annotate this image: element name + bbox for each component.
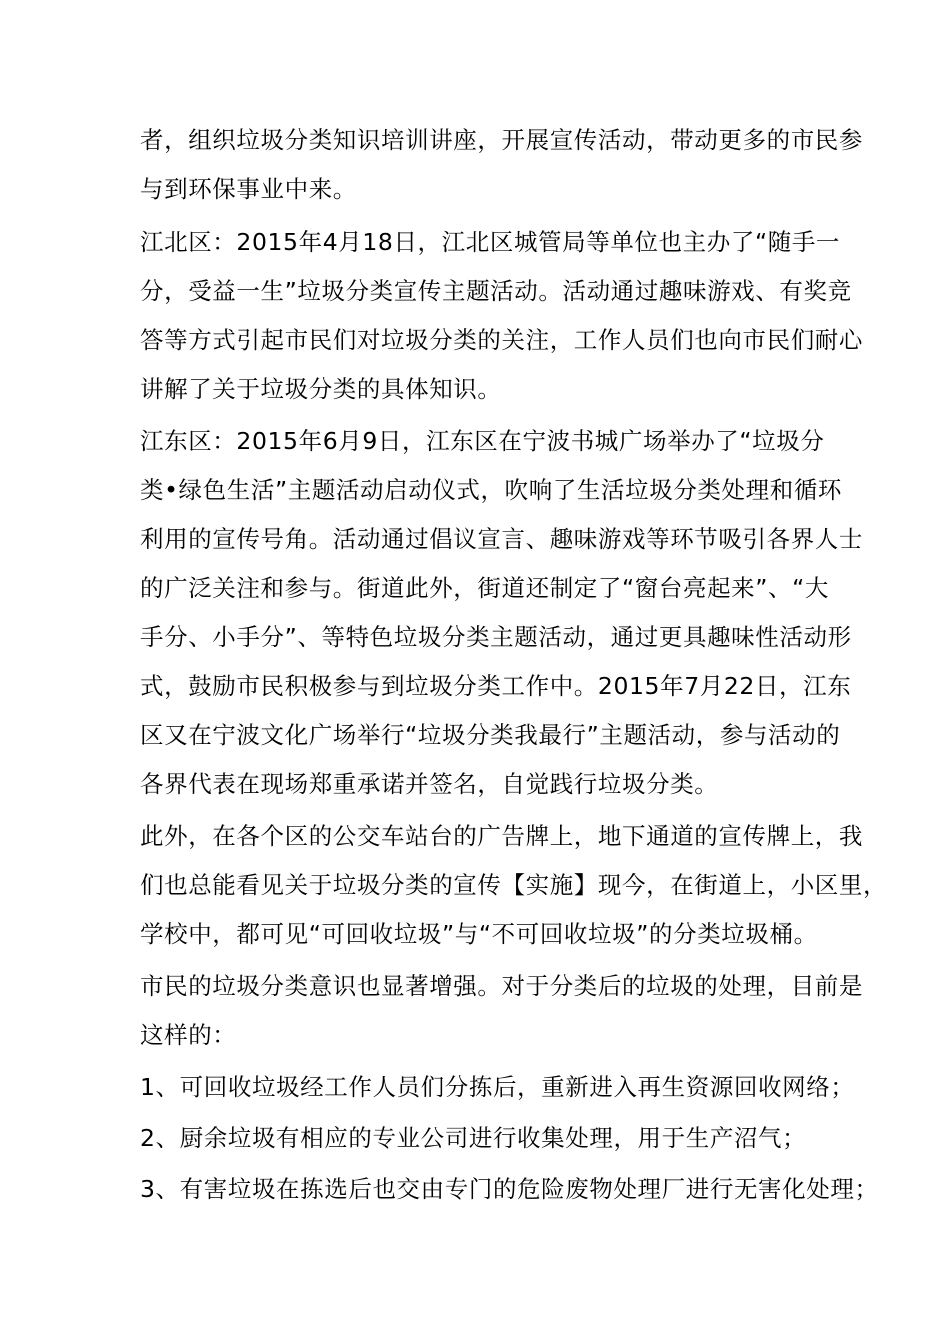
text-line: 讲解了关于垃圾分类的具体知识。 — [140, 375, 502, 403]
text-line: 江北区：2015年4月18日，江北区城管局等单位也主办了“随手一 — [140, 228, 841, 256]
text-line: 与到环保事业中来。 — [140, 175, 357, 203]
text-line: 者，组织垃圾分类知识培训讲座，开展宣传活动，带动更多的市民参 — [140, 126, 863, 154]
text-line: 手分、小手分”、等特色垃圾分类主题活动，通过更具趣味性活动形 — [140, 623, 852, 651]
text-line: 答等方式引起市民们对垃圾分类的关注，工作人员们也向市民们耐心 — [140, 326, 863, 354]
text-line: 学校中，都可见“可回收垃圾”与“不可回收垃圾”的分类垃圾桶。 — [140, 920, 818, 948]
text-line: 1、可回收垃圾经工作人员们分拣后，重新进入再生资源回收网络； — [140, 1073, 855, 1101]
text-line: 各界代表在现场郑重承诺并签名，自觉践行垃圾分类。 — [140, 770, 719, 798]
text-line: 区又在宁波文化广场举行“垃圾分类我最行”主题活动，参与活动的 — [140, 721, 841, 749]
text-line: 这样的： — [140, 1021, 237, 1049]
text-line: 类•绿色生活”主题活动启动仪式，吹响了生活垃圾分类处理和循环 — [140, 476, 843, 504]
text-line: 分，受益一生”垃圾分类宣传主题活动。活动通过趣味游戏、有奖竞 — [140, 277, 852, 305]
text-line: 2、厨余垃圾有相应的专业公司进行收集处理，用于生产沼气； — [140, 1124, 807, 1152]
text-line: 江东区：2015年6月9日，江东区在宁波书城广场举办了“垃圾分 — [140, 427, 825, 455]
text-line: 利用的宣传号角。活动通过倡议宣言、趣味游戏等环节吸引各界人士 — [140, 525, 863, 553]
text-line: 3、有害垃圾在拣选后也交由专门的危险废物处理厂进行无害化处理； — [140, 1175, 879, 1203]
text-line: 的广泛关注和参与。街道此外，街道还制定了“窗台亮起来”、“大 — [140, 574, 830, 602]
text-line: 们也总能看见关于垃圾分类的宣传【实施】现今，在街道上，小区里， — [140, 871, 888, 899]
text-line: 式，鼓励市民积极参与到垃圾分类工作中。2015年7月22日，江东 — [140, 672, 852, 700]
text-line: 此外，在各个区的公交车站台的广告牌上，地下通道的宣传牌上，我 — [140, 822, 863, 850]
text-line: 市民的垃圾分类意识也显著增强。对于分类后的垃圾的处理，目前是 — [140, 972, 863, 1000]
